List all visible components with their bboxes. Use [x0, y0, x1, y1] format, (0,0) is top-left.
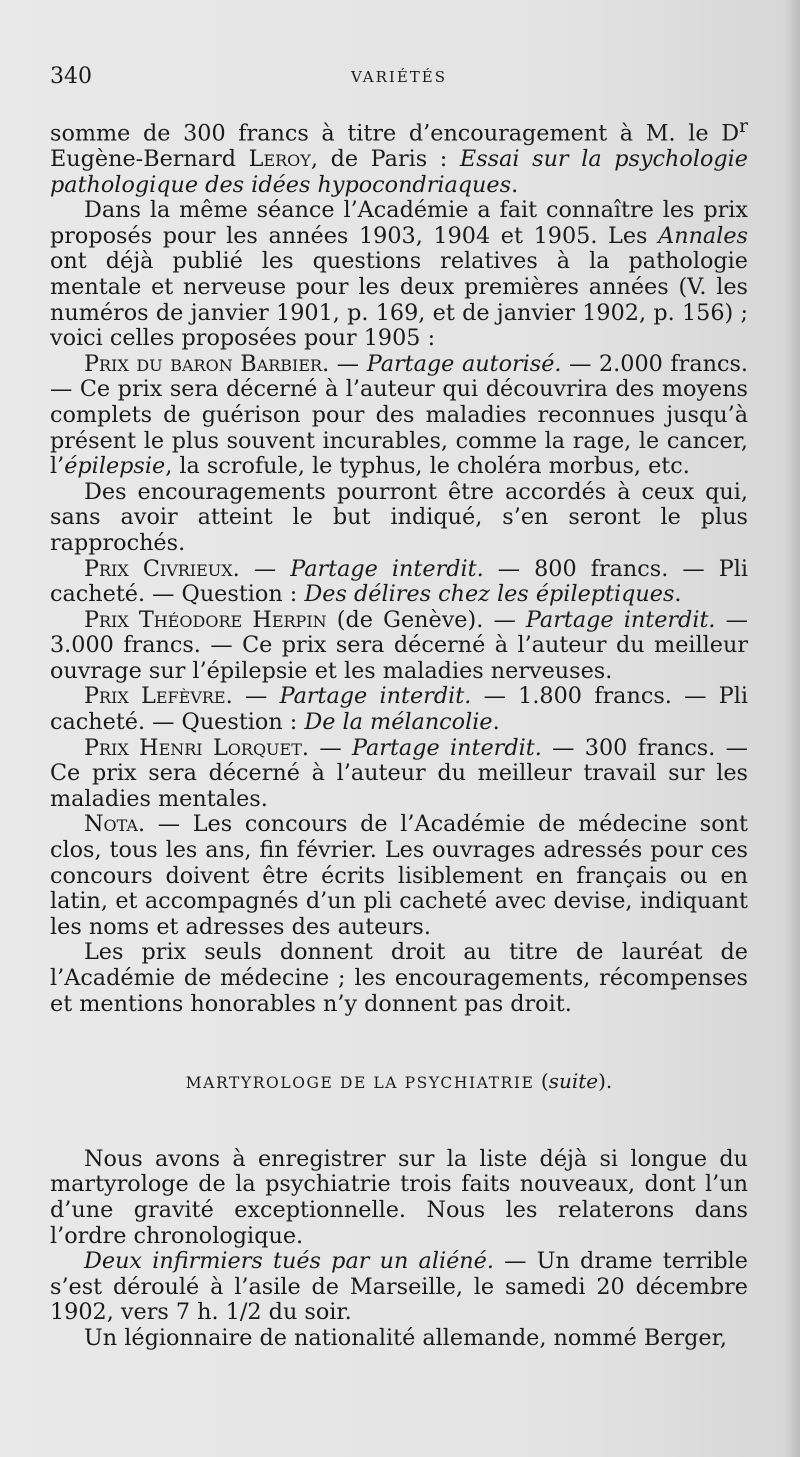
section-title: MARTYROLOGE DE LA PSYCHIATRIE: [185, 1074, 535, 1093]
body-text: [50, 114, 748, 1352]
text-run: Dans la même séance l’Académie a fait connaître les prix proposés pour les années 1903, 1904 et 1905. Les: [50, 197, 748, 249]
text-run: — 1.800 francs. — Pli cacheté. — Question :: [50, 683, 748, 736]
paragraph-infirmiers: [50, 1249, 748, 1326]
paragraph-prix-civrieux: [50, 557, 748, 608]
prize-condition: Partage interdit.: [279, 683, 472, 710]
prize-condition: Partage interdit.: [290, 555, 484, 582]
paragraph-prix-proposes: [50, 198, 748, 352]
section-heading: [50, 1069, 748, 1097]
paragraph-prix-lorquet: [50, 736, 748, 813]
text-run: — 300 francs. — Ce prix sera décerné à l’auteur du meilleur travail sur les maladies mentales.: [50, 734, 748, 812]
paragraph-encouragements: Des encouragements pourront être accordés à ceux qui, sans avoir atteint le but indiqué, s’en seront le plus rapprochés.: [50, 478, 748, 556]
text-run: (de Genève). —: [326, 606, 526, 633]
journal-title: Annales: [658, 222, 748, 249]
text-run: —: [308, 734, 352, 761]
text-run: —: [329, 350, 367, 377]
text-run: — Les concours de l’Académie de médecine sont clos, tous les ans, fin février. Les ouvrages adressés pour ces concours doivent être écrits lisiblement en français ou en latin, et accompagnés d’un pli cacheté avec devise, indiquant les noms et adresses des auteurs.: [50, 811, 748, 940]
text-run: —: [239, 555, 291, 582]
prize-name: Prix Lefèvre.: [84, 683, 233, 710]
text-run: (: [534, 1069, 549, 1094]
superscript: r: [739, 116, 748, 137]
page-edge-shadow: [784, 0, 800, 1457]
text-run: — 2.000 francs. — Ce prix sera décerné à l’auteur qui découvrira des moyens complets de guérison pour des maladies reconnues jusqu’à présent le plus souvent incurables, comme la rage, le cancer, l’: [50, 350, 748, 480]
text-run: ont déjà publié les questions relatives à la pathologie mentale et nerveuse pour les deux premières années (V. les numéros de janvier 1901, p. 169, et de janvier 1902, p. 156) ; voici celles proposées pour 1905 :: [50, 248, 748, 352]
text-run: — 800 francs. — Pli cacheté. — Question :: [50, 555, 748, 608]
paragraph-prix-lefevre: [50, 684, 748, 735]
text-run: Eugène-Bernard: [50, 146, 249, 173]
text-run: — Un drame terrible s’est déroulé à l’asile de Marseille, le samedi 20 décembre 1902, vers 7 h. 1/2 du soir.: [50, 1248, 748, 1326]
prize-question: Des délires chez les épileptiques: [304, 581, 675, 608]
paragraph-prix-barbier: [50, 352, 748, 480]
text-run: somme de 300 francs à titre d’encouragement à M. le D: [50, 120, 740, 147]
paragraph-legionnaire: Un légionnaire de nationalité allemande, nommé Berger,: [84, 1324, 727, 1351]
author-name: Leroy: [248, 146, 311, 173]
text-run: , de Paris :: [310, 146, 460, 173]
paragraph-leroy: [50, 114, 748, 198]
paragraph-prix-herpin: [50, 608, 748, 685]
text-run: ).: [598, 1069, 613, 1094]
text-run: — 3.000 francs. — Ce prix sera décerné à l’auteur du meilleur ouvrage sur l’épilepsie et les maladies nerveuses.: [50, 606, 748, 684]
prize-condition: Partage interdit.: [352, 734, 542, 761]
text-run: .: [511, 171, 519, 198]
prize-name: Prix Civrieux.: [84, 555, 240, 582]
text-run: , la scrofule, le typhus, le choléra morbus, etc.: [165, 453, 690, 480]
paragraph-martyrologe-intro: Nous avons à enregistrer sur la liste déjà si longue du martyrologe de la psychiatrie trois faits nouveaux, dont l’un d’une gravité exceptionnelle. Nous les relaterons dans l’ordre chronologique.: [50, 1145, 748, 1249]
text-run: —: [232, 683, 280, 710]
section-suite: suite: [548, 1069, 599, 1094]
prize-name: Prix Théodore Herpin: [84, 606, 327, 633]
paragraph-nota: [50, 812, 748, 940]
text-run: .: [492, 709, 500, 736]
page-header: [50, 64, 748, 94]
prize-condition: Partage interdit.: [525, 606, 716, 633]
paragraph-laureat: Les prix seuls donnent droit au titre de lauréat de l’Académie de médecine ; les encouragements, récompenses et mentions honorables n’y donnent pas droit.: [50, 939, 748, 1017]
case-title: Deux infirmiers tués par un aliéné.: [84, 1248, 494, 1275]
prize-condition: Partage autorisé.: [366, 350, 562, 377]
essay-title: Essai sur la psychologie pathologique des idées hypocondriaques: [50, 146, 748, 198]
prize-name: Prix Henri Lorquet.: [84, 734, 309, 761]
prize-name: Prix du baron Barbier.: [84, 350, 330, 377]
text-run: .: [674, 581, 682, 608]
prize-question: De la mélancolie: [304, 709, 493, 736]
running-title: VARIÉTÉS: [350, 68, 448, 86]
nota-label: Nota.: [84, 811, 146, 838]
emphasis: épilepsie: [64, 453, 166, 480]
page-number: 340: [50, 64, 92, 89]
